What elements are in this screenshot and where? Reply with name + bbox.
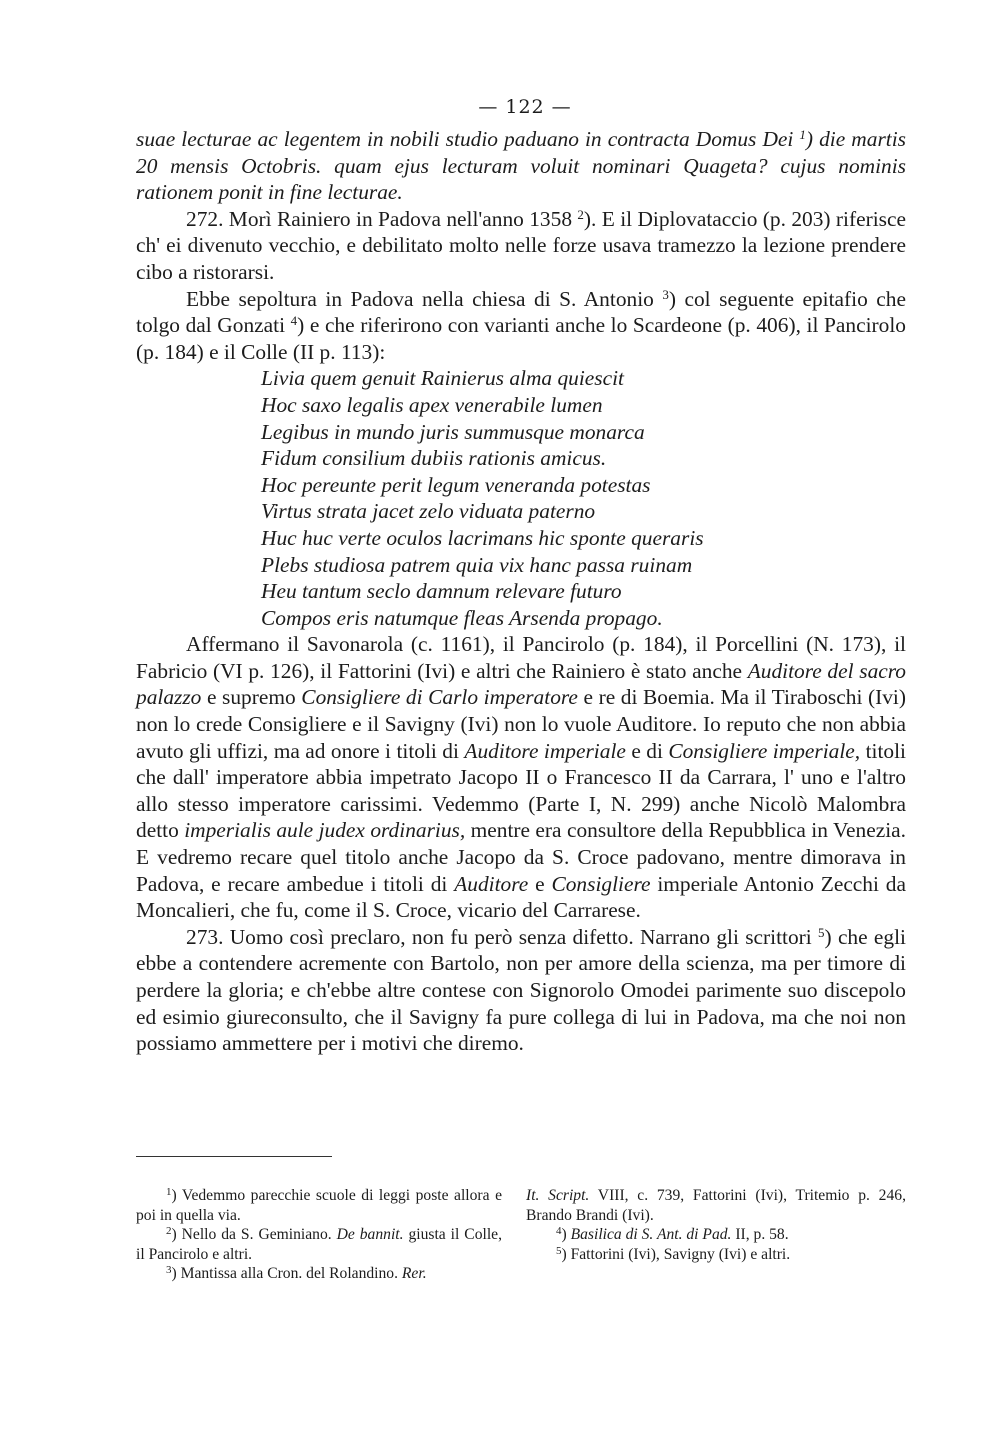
footnote-divider bbox=[136, 1156, 332, 1157]
footnote-italic: Rer. bbox=[401, 1265, 427, 1282]
footnote-1 bbox=[136, 1186, 502, 1225]
text-run: e bbox=[528, 871, 552, 896]
text-run: suae lecturae ac legentem in nobili studio paduano in contracta Domus Dei bbox=[136, 127, 800, 151]
footnote-mark: 5 bbox=[556, 1244, 562, 1257]
footnote-text: VIII, c. 739, Fattorini (Ivi), Tritemio p. 246, Brando Brandi (Ivi). bbox=[526, 1187, 906, 1224]
epitaph-verse bbox=[261, 365, 906, 631]
text-run: imperiale Antonio Zecchi da Moncalieri, che fu, come il S. Croce, vicario del Carrarese. bbox=[136, 871, 906, 923]
footnote-column-left bbox=[136, 1186, 502, 1284]
footnote-column-right bbox=[526, 1186, 906, 1264]
footnote-italic: It. Script. bbox=[526, 1187, 590, 1204]
verse-line: Huc huc verte oculos lacrimans hic sponte queraris bbox=[261, 525, 704, 550]
footnote-ref-5[interactable]: 5 bbox=[818, 924, 825, 940]
footnote-text: ) bbox=[561, 1226, 571, 1243]
italic-term: imperialis aule judex ordinarius, bbox=[184, 818, 466, 843]
footnote-text: ) Mantissa alla Cron. del Rolandino. bbox=[171, 1265, 402, 1282]
footnote-ref-1[interactable]: 1 bbox=[799, 127, 806, 142]
italic-term: Auditore imperiale bbox=[464, 738, 626, 763]
footnote-ref-4[interactable]: 4 bbox=[290, 313, 298, 329]
text-run: Morì Rainiero in Padova nell'anno 1358 bbox=[223, 206, 578, 231]
verse-line: Plebs studiosa patrem quia vix hanc passa ruinam bbox=[261, 552, 693, 577]
text-run: Ebbe sepoltura in Padova nella chiesa di S. Antonio bbox=[186, 286, 663, 311]
text-run: ) die martis 20 mensis Octobris. quam ejus lecturam voluit nominari Quageta? cujus nominis rationem ponit in fine lecturae. bbox=[136, 127, 906, 205]
italic-term: Auditore bbox=[454, 871, 529, 896]
footnote-text: ) Vedemmo parecchie scuole di leggi poste allora e poi in quella via. bbox=[136, 1187, 502, 1224]
text-run: e re di Boemia. Ma il Tiraboschi (Ivi) non lo crede Consigliere e il Savigny (Ivi) non lo vuole Auditore. Io reputo che non abbia avuto gli uffizi, ma ad onore i titoli di bbox=[136, 685, 906, 763]
footnote-text: ) Nello da S. Geminiano. bbox=[171, 1226, 337, 1243]
paragraph-273 bbox=[136, 924, 906, 1057]
verse-line: Heu tantum seclo damnum relevare futuro bbox=[261, 579, 622, 604]
paragraph-sepoltura bbox=[136, 286, 906, 366]
section-number-273: 273. bbox=[186, 924, 224, 949]
italic-term: Consigliere imperiale, bbox=[668, 738, 861, 763]
footnote-3-continued bbox=[526, 1186, 906, 1225]
text-run: titoli che dall' imperatore abbia impetrato Jacopo II o Francesco II da Carrara, l' uno e l'altro allo stesso imperatore carissimi. Vedemmo (Parte I, N. 299) anche Nicolò Malombra detto bbox=[136, 738, 906, 843]
italic-term: Consigliere bbox=[551, 871, 651, 896]
verse-line: Legibus in mundo juris summusque monarca bbox=[261, 419, 645, 444]
italic-term: Auditore del sacro palazzo bbox=[136, 658, 906, 710]
text-run: Affermano il Savonarola (c. 1161), il Pancirolo (p. 184), il Porcellini (N. 173), il Fabricio (VI p. 126), il Fattorini (Ivi) e altri che Rainiero è stato anche bbox=[136, 632, 906, 683]
verse-line: Livia quem genuit Rainierus alma quiescit bbox=[261, 366, 625, 391]
text-run: e supremo bbox=[201, 685, 302, 710]
footnote-mark: 1 bbox=[166, 1186, 172, 1198]
page-number: — 122 — bbox=[478, 96, 572, 118]
verse-line: Virtus strata jacet zelo viduata paterno bbox=[261, 499, 596, 524]
footnote-italic: De bannit. bbox=[336, 1226, 404, 1243]
text-run: mentre era consultore della Repubblica in Venezia. E vedremo recare quel titolo anche Jacopo da S. Croce padovano, mentre dimorava in Padova, e recare ambedue i titoli di bbox=[136, 818, 906, 896]
footnote-5 bbox=[526, 1245, 906, 1265]
footnote-ref-2[interactable]: 2 bbox=[577, 206, 584, 222]
paragraph-272 bbox=[136, 206, 906, 286]
footnote-mark: 2 bbox=[166, 1225, 172, 1237]
footnote-3 bbox=[136, 1264, 502, 1284]
text-run: ) che egli ebbe a contendere acremente con Bartolo, non per amore della scienza, ma per timore di perdere la gloria; e ch'ebbe altre contese con Signorolo Omodei parimente suo discepolo ed esimio giureconsulto, che il Savigny fa pure collega di lui in Padova, ma che noi non possiamo ammettere per i motivi che diremo. bbox=[136, 924, 906, 1056]
verse-line: Fidum consilium dubiis rationis amicus. bbox=[261, 446, 607, 471]
footnote-mark: 3 bbox=[166, 1264, 172, 1276]
footnote-2 bbox=[136, 1225, 502, 1264]
footnote-text: giusta il Colle, il Pancirolo e altri. bbox=[136, 1226, 502, 1263]
footnote-mark: 4 bbox=[556, 1225, 562, 1237]
verse-line: Hoc pereunte perit legum veneranda potestas bbox=[261, 472, 651, 497]
italic-term: Consigliere di Carlo imperatore bbox=[301, 685, 578, 710]
paragraph-affermano bbox=[136, 631, 906, 924]
footnote-italic: Basilica di S. Ant. di Pad. bbox=[570, 1226, 732, 1243]
text-run: Uomo così preclaro, non fu però senza difetto. Narrano gli scrittori bbox=[223, 924, 819, 949]
verse-line: Hoc saxo legalis apex venerabile lumen bbox=[261, 392, 603, 417]
paragraph-continuation bbox=[136, 126, 906, 206]
text-run: ) col seguente epitafio che tolgo dal Gonzati bbox=[136, 286, 906, 338]
main-text bbox=[136, 126, 906, 1057]
footnote-ref-3[interactable]: 3 bbox=[662, 286, 669, 302]
text-run: ). E il Diplovataccio (p. 203) riferisce ch' ei divenuto vecchio, e debilitato molto nelle forze usava tramezzo la lezione prendere cibo a ristorarsi. bbox=[136, 206, 906, 284]
section-number-272: 272. bbox=[186, 206, 224, 231]
footnote-text: II, p. 58. bbox=[731, 1226, 789, 1243]
text-run: ) e che riferirono con varianti anche lo Scardeone (p. 406), il Pancirolo (p. 184) e il Colle (II p. 113): bbox=[136, 313, 906, 364]
footnote-4 bbox=[526, 1225, 906, 1245]
verse-line: Compos eris natumque fleas Arsenda propago. bbox=[261, 605, 663, 630]
text-run: e di bbox=[625, 738, 669, 763]
footnote-text: ) Fattorini (Ivi), Savigny (Ivi) e altri. bbox=[561, 1245, 791, 1263]
